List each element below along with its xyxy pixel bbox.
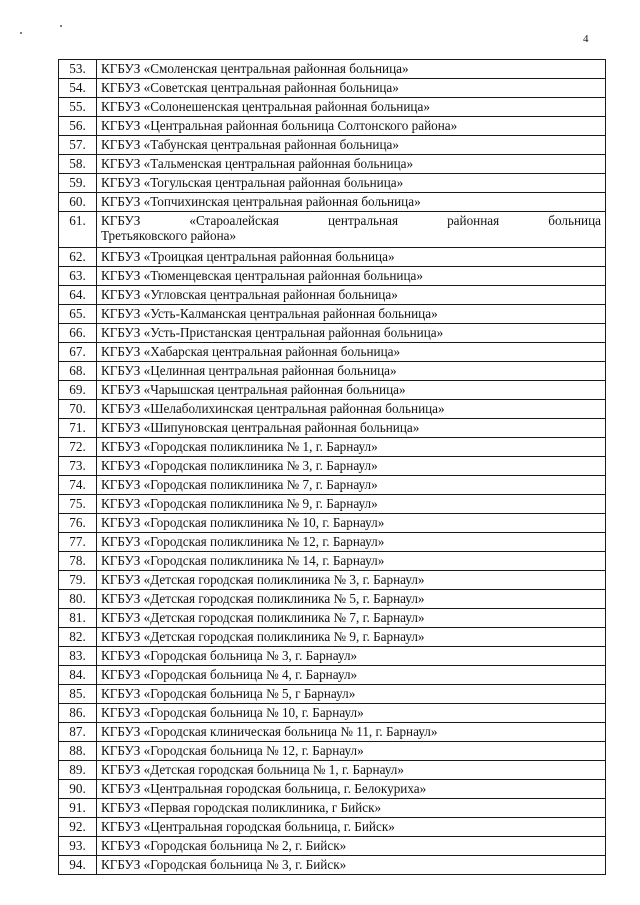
row-number: 90. [59, 780, 97, 799]
organization-name: КГБУЗ «Городская больница № 5, г Барнаул» [97, 685, 606, 704]
table-row [59, 495, 606, 514]
organization-name: КГБУЗ «Детская городская поликлиника № 3, г. Барнаул» [97, 571, 606, 590]
organization-name-line-2: Третьяковского района» [101, 228, 237, 243]
table-row [59, 552, 606, 571]
name-word: больница [548, 213, 601, 228]
row-number: 92. [59, 818, 97, 837]
name-word: центральная [328, 213, 399, 228]
organization-name: КГБУЗ «Троицкая центральная районная больница» [97, 248, 606, 267]
table-row [59, 571, 606, 590]
table-row [59, 305, 606, 324]
row-number: 61. [59, 212, 97, 248]
organization-name: КГБУЗ «Советская центральная районная больница» [97, 79, 606, 98]
table-row [59, 117, 606, 136]
organization-name: КГБУЗ «Городская больница № 3, г. Бийск» [97, 856, 606, 875]
organization-name: КГБУЗ «Городская поликлиника № 10, г. Барнаул» [97, 514, 606, 533]
organization-name [97, 212, 606, 248]
organization-name: КГБУЗ «Солонешенская центральная районная больница» [97, 98, 606, 117]
table-row [59, 381, 606, 400]
row-number: 76. [59, 514, 97, 533]
name-word: районная [447, 213, 500, 228]
row-number: 81. [59, 609, 97, 628]
table-row [59, 476, 606, 495]
organization-name: КГБУЗ «Первая городская поликлиника, г Бийск» [97, 799, 606, 818]
row-number: 89. [59, 761, 97, 780]
table-row [59, 723, 606, 742]
row-number: 84. [59, 666, 97, 685]
row-number: 83. [59, 647, 97, 666]
table-row [59, 98, 606, 117]
row-number: 58. [59, 155, 97, 174]
row-number: 94. [59, 856, 97, 875]
row-number: 86. [59, 704, 97, 723]
table-row [59, 704, 606, 723]
organization-name-line-1 [101, 213, 601, 228]
organization-name: КГБУЗ «Городская больница № 12, г. Барнаул» [97, 742, 606, 761]
table-row [59, 514, 606, 533]
organization-name: КГБУЗ «Табунская центральная районная больница» [97, 136, 606, 155]
row-number: 85. [59, 685, 97, 704]
organization-name: КГБУЗ «Центральная городская больница, г. Бийск» [97, 818, 606, 837]
organization-name: КГБУЗ «Тальменская центральная районная больница» [97, 155, 606, 174]
organization-name: КГБУЗ «Угловская центральная районная больница» [97, 286, 606, 305]
row-number: 60. [59, 193, 97, 212]
table-row [59, 590, 606, 609]
organization-name: КГБУЗ «Тогульская центральная районная больница» [97, 174, 606, 193]
organization-name: КГБУЗ «Усть-Пристанская центральная районная больница» [97, 324, 606, 343]
organization-name: КГБУЗ «Городская поликлиника № 9, г. Барнаул» [97, 495, 606, 514]
organization-name: КГБУЗ «Городская поликлиника № 1, г. Барнаул» [97, 438, 606, 457]
table-row [59, 419, 606, 438]
row-number: 78. [59, 552, 97, 571]
organization-name: КГБУЗ «Городская поликлиника № 3, г. Барнаул» [97, 457, 606, 476]
row-number: 77. [59, 533, 97, 552]
table-row [59, 780, 606, 799]
row-number: 66. [59, 324, 97, 343]
row-number: 69. [59, 381, 97, 400]
table-row [59, 761, 606, 780]
row-number: 93. [59, 837, 97, 856]
organization-name: КГБУЗ «Смоленская центральная районная больница» [97, 60, 606, 79]
organization-name: КГБУЗ «Городская больница № 4, г. Барнаул» [97, 666, 606, 685]
row-number: 79. [59, 571, 97, 590]
organization-name: КГБУЗ «Городская поликлиника № 14, г. Барнаул» [97, 552, 606, 571]
row-number: 68. [59, 362, 97, 381]
organization-name: КГБУЗ «Усть-Калманская центральная районная больница» [97, 305, 606, 324]
row-number: 70. [59, 400, 97, 419]
table-body [59, 60, 606, 875]
scan-specks [18, 22, 78, 36]
table-row [59, 628, 606, 647]
row-number: 57. [59, 136, 97, 155]
organization-name: КГБУЗ «Городская больница № 3, г. Барнаул» [97, 647, 606, 666]
row-number: 65. [59, 305, 97, 324]
organization-name: КГБУЗ «Детская городская поликлиника № 9, г. Барнаул» [97, 628, 606, 647]
row-number: 59. [59, 174, 97, 193]
table-row [59, 60, 606, 79]
organization-name: КГБУЗ «Шелаболихинская центральная районная больница» [97, 400, 606, 419]
organization-name: КГБУЗ «Городская клиническая больница № 11, г. Барнаул» [97, 723, 606, 742]
table-row [59, 609, 606, 628]
row-number: 74. [59, 476, 97, 495]
row-number: 88. [59, 742, 97, 761]
row-number: 56. [59, 117, 97, 136]
row-number: 63. [59, 267, 97, 286]
organization-name: КГБУЗ «Хабарская центральная районная больница» [97, 343, 606, 362]
organization-name: КГБУЗ «Центральная районная больница Солтонского района» [97, 117, 606, 136]
row-number: 64. [59, 286, 97, 305]
table-row [59, 267, 606, 286]
table-row [59, 400, 606, 419]
row-number: 87. [59, 723, 97, 742]
organization-name: КГБУЗ «Шипуновская центральная районная больница» [97, 419, 606, 438]
organization-name: КГБУЗ «Городская больница № 2, г. Бийск» [97, 837, 606, 856]
table-row [59, 286, 606, 305]
organization-name: КГБУЗ «Чарышская центральная районная больница» [97, 381, 606, 400]
table-row [59, 212, 606, 248]
organization-name: КГБУЗ «Тюменцевская центральная районная больница» [97, 267, 606, 286]
organization-name: КГБУЗ «Целинная центральная районная больница» [97, 362, 606, 381]
organization-name: КГБУЗ «Детская городская поликлиника № 7, г. Барнаул» [97, 609, 606, 628]
table-row [59, 457, 606, 476]
table-row [59, 837, 606, 856]
organization-name: КГБУЗ «Городская поликлиника № 7, г. Барнаул» [97, 476, 606, 495]
organization-name: КГБУЗ «Центральная городская больница, г. Белокуриха» [97, 780, 606, 799]
row-number: 73. [59, 457, 97, 476]
table-row [59, 79, 606, 98]
row-number: 80. [59, 590, 97, 609]
table-row [59, 666, 606, 685]
table-row [59, 193, 606, 212]
organization-name: КГБУЗ «Городская поликлиника № 12, г. Барнаул» [97, 533, 606, 552]
row-number: 55. [59, 98, 97, 117]
organization-name: КГБУЗ «Городская больница № 10, г. Барнаул» [97, 704, 606, 723]
name-word: «Староалейская [189, 213, 279, 228]
table-row [59, 362, 606, 381]
table-row [59, 324, 606, 343]
table-row [59, 742, 606, 761]
table-row [59, 248, 606, 267]
organization-name: КГБУЗ «Топчихинская центральная районная больница» [97, 193, 606, 212]
row-number: 75. [59, 495, 97, 514]
row-number: 82. [59, 628, 97, 647]
table-row [59, 818, 606, 837]
row-number: 67. [59, 343, 97, 362]
page-number: 4 [583, 33, 589, 45]
row-number: 72. [59, 438, 97, 457]
table-row [59, 799, 606, 818]
row-number: 91. [59, 799, 97, 818]
table-row [59, 155, 606, 174]
table-row [59, 856, 606, 875]
organization-name: КГБУЗ «Детская городская поликлиника № 5, г. Барнаул» [97, 590, 606, 609]
organization-name: КГБУЗ «Детская городская больница № 1, г. Барнаул» [97, 761, 606, 780]
table-row [59, 136, 606, 155]
table-row [59, 533, 606, 552]
organization-list-table [58, 59, 606, 875]
row-number: 62. [59, 248, 97, 267]
table-row [59, 174, 606, 193]
row-number: 53. [59, 60, 97, 79]
table-row [59, 343, 606, 362]
row-number: 54. [59, 79, 97, 98]
table-row [59, 438, 606, 457]
table-row [59, 647, 606, 666]
name-word: КГБУЗ [101, 213, 141, 228]
row-number: 71. [59, 419, 97, 438]
table-row [59, 685, 606, 704]
